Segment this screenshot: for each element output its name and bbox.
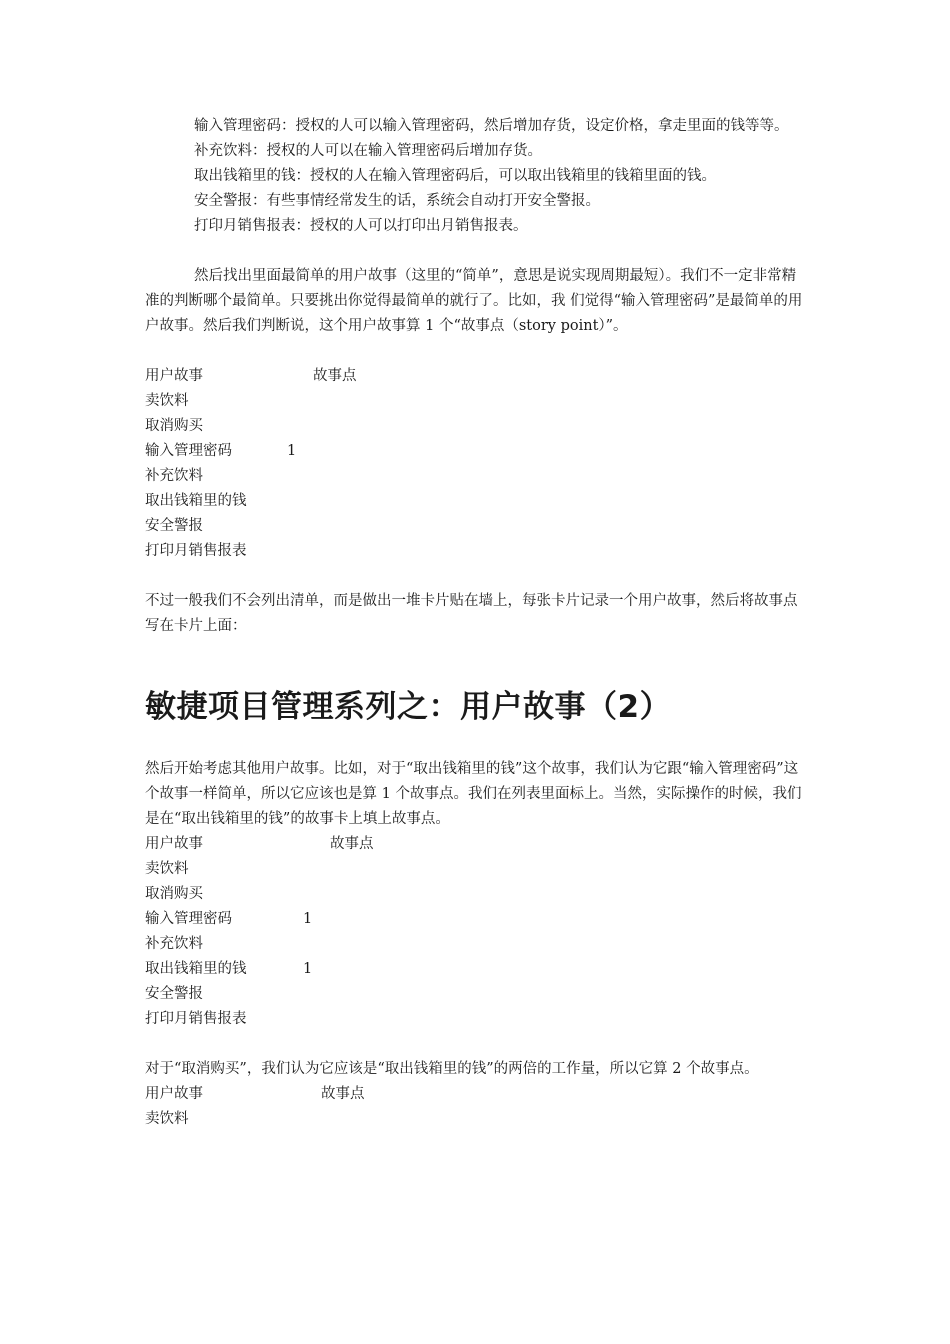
story-name: 取出钱箱里的钱 (145, 961, 247, 977)
story-table-1 (145, 364, 810, 564)
paragraph-other-stories: 然后开始考虑其他用户故事。比如，对于“取出钱箱里的钱”这个故事，我们认为它跟“输入管理密码”这个故事一样简单，所以它应该也是算 1 个故事点。我们在列表里面标上。当然，实际操作的时候，我们是在“取出钱箱里的钱”的故事卡上填上故事点。 (145, 761, 802, 827)
header-user-story: 用户故事 (145, 368, 203, 384)
story-name: 取出钱箱里的钱 (145, 493, 247, 509)
table-row (145, 539, 810, 564)
story-name: 取消购买 (145, 418, 203, 434)
paragraph-withdraw-cash: 取出钱箱里的钱：授权的人在输入管理密码后，可以取出钱箱里的钱箱里面的钱。 (194, 168, 716, 184)
table-row (145, 489, 810, 514)
paragraph-cards-on-wall: 不过一般我们不会列出清单，而是做出一堆卡片贴在墙上，每张卡片记录一个用户故事，然后将故事点写在卡片上面： (145, 593, 798, 634)
paragraph-security-alarm: 安全警报：有些事情经常发生的话，系统会自动打开安全警报。 (194, 193, 600, 209)
table-row (145, 857, 810, 882)
table-row (145, 389, 810, 414)
table-row (145, 982, 810, 1007)
story-table-3 (145, 1082, 810, 1132)
table-header (145, 364, 810, 389)
story-name: 输入管理密码 (145, 911, 232, 927)
story-points: 1 (287, 443, 297, 459)
story-name: 卖饮料 (145, 1111, 189, 1127)
paragraph-cancel-purchase: 对于“取消购买”，我们认为它应该是“取出钱箱里的钱”的两倍的工作量，所以它算 2 个故事点。 (145, 1061, 759, 1077)
story-name: 卖饮料 (145, 393, 189, 409)
story-points: 1 (303, 911, 313, 927)
paragraph-refill-drinks: 补充饮料：授权的人可以在输入管理密码后增加存货。 (194, 143, 542, 159)
story-name: 打印月销售报表 (145, 1011, 247, 1027)
story-name: 安全警报 (145, 518, 203, 534)
header-story-points: 故事点 (330, 836, 374, 852)
story-name: 补充饮料 (145, 936, 203, 952)
document-page (145, 114, 810, 1132)
story-name: 打印月销售报表 (145, 543, 247, 559)
table-header (145, 1082, 810, 1107)
header-story-points: 故事点 (321, 1086, 365, 1102)
section-heading: 敏捷项目管理系列之：用户故事（2） (145, 689, 672, 725)
table-row (145, 1107, 810, 1132)
paragraph-simplest-story: 然后找出里面最简单的用户故事（这里的“简单”，意思是说实现周期最短）。我们不一定非常精准的判断哪个最简单。只要挑出你觉得最简单的就行了。比如，我 们觉得“输入管理密码”是最简单的用户故事。然后我们判断说，这个用户故事算 1 个“故事点（story point）”。 (145, 268, 803, 334)
table-row (145, 1007, 810, 1032)
table-row (145, 932, 810, 957)
table-row (145, 439, 810, 464)
story-table-2 (145, 832, 810, 1032)
header-user-story: 用户故事 (145, 1086, 203, 1102)
table-row (145, 957, 810, 982)
header-story-points: 故事点 (313, 368, 357, 384)
paragraph-monthly-report: 打印月销售报表：授权的人可以打印出月销售报表。 (194, 218, 528, 234)
story-name: 输入管理密码 (145, 443, 232, 459)
table-row (145, 882, 810, 907)
story-name: 取消购买 (145, 886, 203, 902)
table-row (145, 414, 810, 439)
story-name: 卖饮料 (145, 861, 189, 877)
table-row (145, 907, 810, 932)
story-points: 1 (303, 961, 313, 977)
header-user-story: 用户故事 (145, 836, 203, 852)
table-row (145, 464, 810, 489)
story-name: 补充饮料 (145, 468, 203, 484)
table-row (145, 514, 810, 539)
story-name: 安全警报 (145, 986, 203, 1002)
paragraph-admin-password: 输入管理密码：授权的人可以输入管理密码，然后增加存货，设定价格，拿走里面的钱等等。 (194, 118, 789, 134)
table-header (145, 832, 810, 857)
